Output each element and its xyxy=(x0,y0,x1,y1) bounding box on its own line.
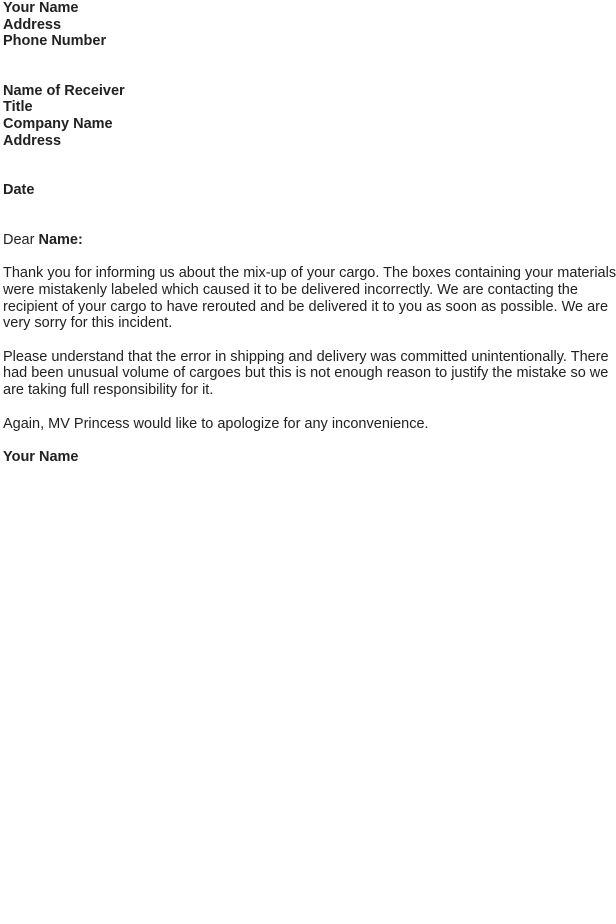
date-block xyxy=(3,182,610,199)
receiver-address: Address xyxy=(3,132,62,149)
salutation xyxy=(3,232,610,249)
receiver-title: Title xyxy=(3,99,33,116)
body-paragraph-1 xyxy=(3,265,616,332)
paragraph-line: are taking full responsibility for it. xyxy=(3,381,214,398)
paragraph-line: Please understand that the error in shipping and delivery was committed unintentionally. There xyxy=(3,348,609,365)
paragraph-line: very sorry for this incident. xyxy=(3,315,173,332)
paragraph-line: had been unusual volume of cargoes but this is not enough reason to justify the mistake so we xyxy=(3,365,609,382)
salutation-name: Name: xyxy=(38,231,83,248)
paragraph-line: were mistakenly labeled which caused it to be delivered incorrectly. We are contacting the xyxy=(3,281,578,298)
sender-address: Address xyxy=(3,16,62,33)
paragraph-line: Again, MV Princess would like to apologize for any inconvenience. xyxy=(3,415,429,432)
salutation-greeting: Dear xyxy=(3,231,35,248)
signature-block xyxy=(3,449,610,466)
sender-block xyxy=(3,0,610,50)
receiver-block xyxy=(3,83,610,149)
body-paragraph-2 xyxy=(3,349,610,399)
sender-phone: Phone Number xyxy=(3,33,107,50)
sender-name: Your Name xyxy=(3,0,79,16)
body-paragraph-3 xyxy=(3,416,610,433)
paragraph-line: recipient of your cargo to have rerouted and be delivered it to you as soon as possible. We are xyxy=(3,298,609,315)
receiver-name: Name of Receiver xyxy=(3,82,125,99)
receiver-company: Company Name xyxy=(3,115,113,132)
letter-date: Date xyxy=(3,182,35,199)
signature-name: Your Name xyxy=(3,449,79,466)
paragraph-line: Thank you for informing us about the mix-up of your cargo. The boxes containing your materials xyxy=(3,265,616,282)
